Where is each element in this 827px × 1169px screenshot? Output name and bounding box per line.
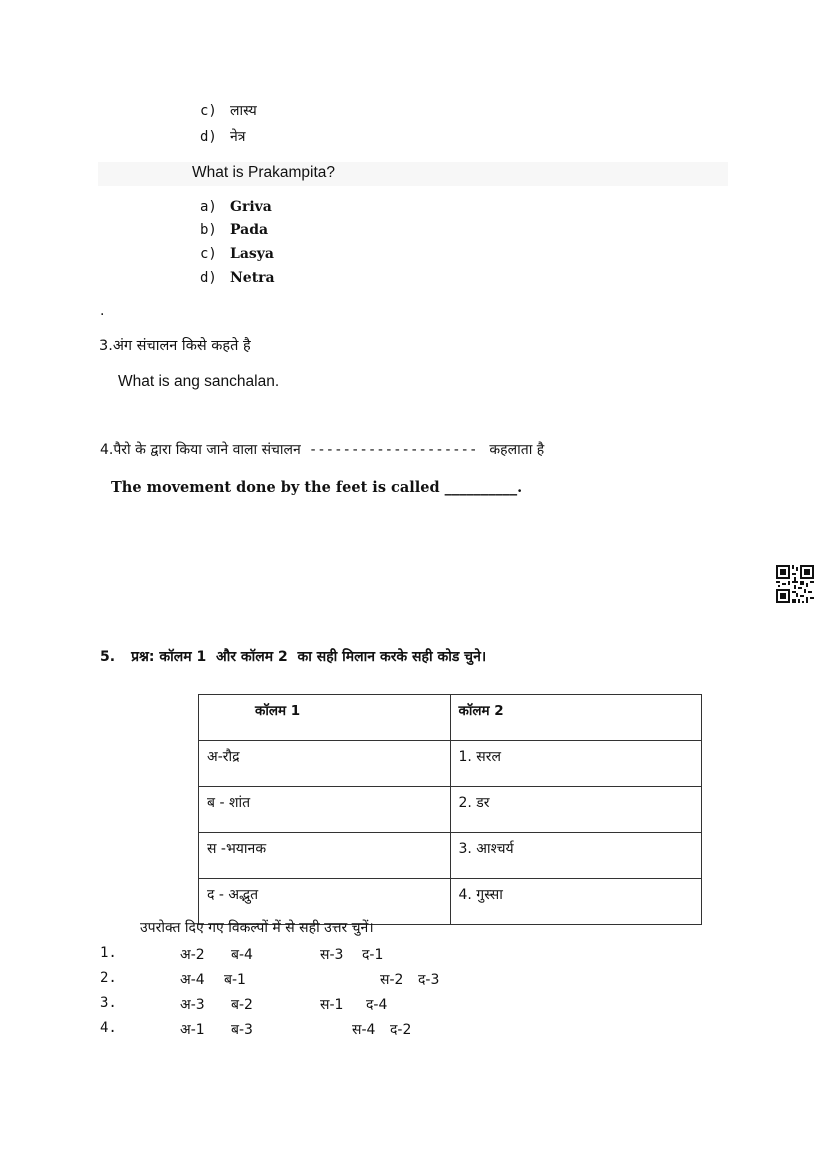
- choice-part: अ-3: [180, 997, 205, 1013]
- choice-part: द-1: [362, 947, 384, 963]
- table-cell: 3. आश्चर्य: [450, 833, 702, 879]
- table-row: [199, 833, 702, 879]
- q4-hindi-suffix: कहलाता है: [489, 442, 545, 458]
- q5-prompt: प्रश्न: कॉलम 1 और कॉलम 2 का सही मिलान करके सही कोड चुने।: [131, 649, 487, 665]
- choice-part: स-3: [320, 947, 344, 963]
- q5-prompt-line: [100, 647, 486, 666]
- option-text: लास्य: [230, 103, 257, 119]
- choice-number: 2.: [100, 970, 117, 986]
- table-cell: ब - शांत: [199, 787, 451, 833]
- option-text: Lasya: [230, 246, 275, 262]
- choice-number: 4.: [100, 1020, 117, 1036]
- choice-part: ब-2: [231, 997, 253, 1013]
- table-cell: 4. गुस्सा: [450, 879, 702, 925]
- choice-part: स-1: [320, 997, 344, 1013]
- option-text: Griva: [230, 199, 272, 215]
- choice-part: द-3: [418, 972, 440, 988]
- table-cell: द - अद्भुत: [199, 879, 451, 925]
- choice-part: द-2: [390, 1022, 412, 1038]
- option-letter: c): [200, 103, 217, 119]
- q3-english: What is ang sanchalan.: [118, 373, 280, 390]
- q4-english: The movement done by the feet is called __________.: [111, 479, 523, 496]
- q3-hindi: 3.अंग संचालन किसे कहते है: [99, 338, 251, 354]
- column-2-header: कॉलम 2: [450, 695, 702, 741]
- q5-number: 5.: [100, 649, 116, 665]
- option-letter: d): [200, 129, 217, 145]
- q4-hindi-prefix: 4.पैरो के द्वारा किया जाने वाला संचालन: [100, 442, 301, 458]
- choice-part: स-4: [352, 1022, 376, 1038]
- q2-english-question: What is Prakampita?: [192, 164, 335, 181]
- choice-part: स-2: [380, 972, 404, 988]
- q2-option-b: [200, 222, 268, 238]
- option-letter: d): [200, 270, 217, 286]
- choice-part: ब-1: [224, 972, 246, 988]
- choice-part: अ-4: [180, 972, 205, 988]
- choice-part: ब-3: [231, 1022, 253, 1038]
- table-header-row: [199, 695, 702, 741]
- table-cell: स -भयानक: [199, 833, 451, 879]
- q4-blank: --------------------: [308, 442, 478, 458]
- match-table: [198, 694, 702, 925]
- choice-part: अ-1: [180, 1022, 205, 1038]
- q2-option-c: [200, 246, 274, 262]
- option-letter: a): [200, 199, 217, 215]
- option-letter: b): [200, 222, 217, 238]
- table-cell: 1. सरल: [450, 741, 702, 787]
- table-cell: 2. डर: [450, 787, 702, 833]
- q2-hindi-option-d: [200, 127, 246, 146]
- q2-hindi-option-c: [200, 101, 257, 120]
- column-1-header: कॉलम 1: [199, 695, 451, 741]
- option-letter: c): [200, 246, 217, 262]
- q2-option-a: [200, 199, 272, 215]
- choice-part: ब-4: [231, 947, 253, 963]
- option-text: Netra: [230, 270, 275, 286]
- qr-code-image: [776, 565, 814, 603]
- choice-part: द-4: [366, 997, 388, 1013]
- q2-option-d: [200, 270, 275, 286]
- table-row: [199, 741, 702, 787]
- table-row: [199, 787, 702, 833]
- q4-hindi-line: [100, 440, 544, 459]
- option-text: Pada: [230, 222, 269, 238]
- choice-number: 1.: [100, 945, 117, 961]
- option-text: नेत्र: [230, 129, 246, 145]
- choice-number: 3.: [100, 995, 117, 1011]
- stray-dot: .: [100, 303, 105, 319]
- q5-instruction: उपरोक्त दिए गए विकल्पों में से सही उत्तर चुनें।: [140, 920, 374, 936]
- choice-part: अ-2: [180, 947, 205, 963]
- table-cell: अ-रौद्र: [199, 741, 451, 787]
